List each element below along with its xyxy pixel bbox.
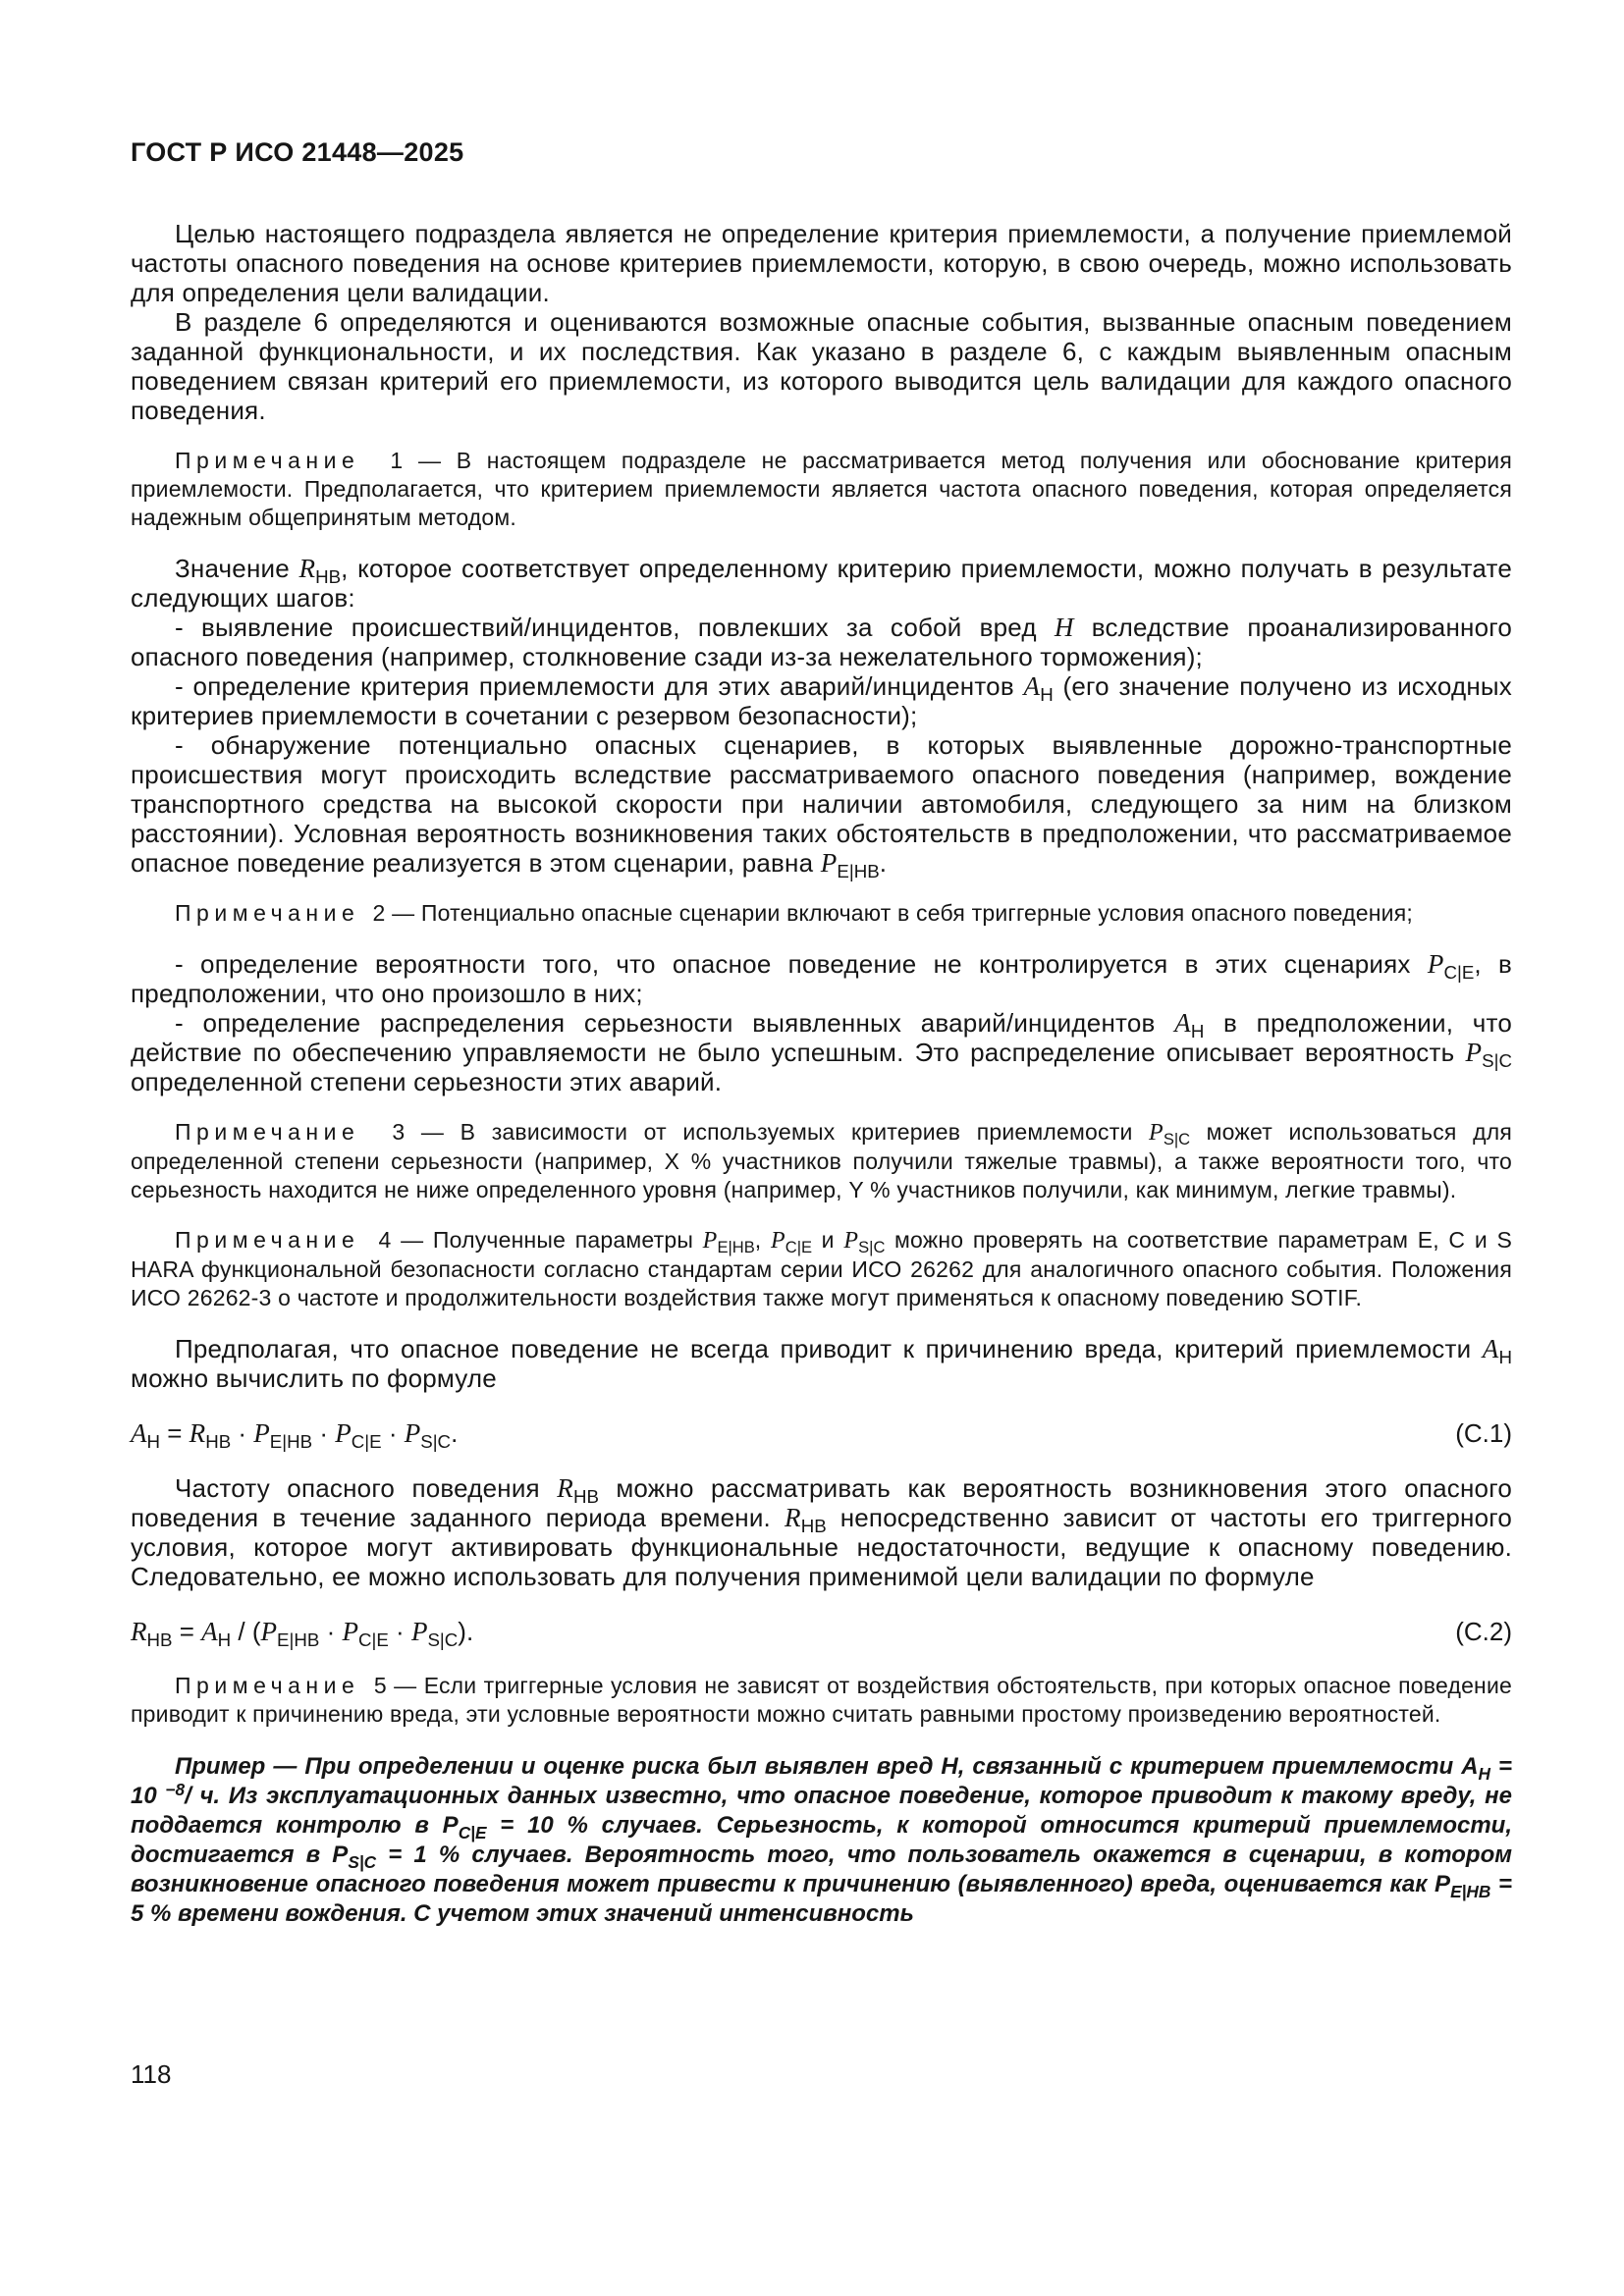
math-sub: C|E <box>357 1629 389 1651</box>
paragraph: В разделе 6 определяются и оцениваются возможные опасные события, вызванные опасным поведением заданной функциональности, и их последствия. Как указано в разделе 6, с каждым выявленным опасным поведением связан критерий его приемлемости, из которого выводится цель валидации для каждого опасного поведения. <box>131 307 1512 425</box>
math-var: P <box>1149 1120 1164 1146</box>
formula-body: $R_{НВ} = A_H / (P_{E|HB} \cdot P_{C|E} \cdot P_{S|C})$. <box>131 1617 474 1651</box>
math-var: R <box>189 1418 206 1448</box>
math-sub: H <box>1190 1021 1205 1042</box>
formula <box>131 1617 1512 1651</box>
list-item: - обнаружение потенциально опасных сценариев, в которых выявленные дорожно-транспортные происшествия могут происходить вследствие рассматриваемого опасного поведения (например, вождение транспортного средства на высокой скорости при наличии автомобиля, следующего за ним на близком расстоянии). Условная вероятность возникновения таких обстоятельств в предположении, что рассматриваемое опасное поведение реализуется в этом сценарии, равна $P_{E|HB}$. <box>131 730 1512 882</box>
document-content <box>131 219 1512 1929</box>
math-sub: H <box>146 1431 161 1453</box>
math-sub: H <box>1498 1347 1512 1368</box>
page-number: 118 <box>131 2059 172 2089</box>
math-var: A <box>1174 1008 1191 1038</box>
math-sub: НВ <box>572 1486 599 1508</box>
formula <box>131 1418 1512 1453</box>
math-sub: S|C <box>420 1431 452 1453</box>
note-label: Примечание <box>175 1673 360 1698</box>
math-sub: E|HB <box>837 861 880 882</box>
math-sub: S|C <box>1482 1050 1512 1072</box>
note: Примечание 1 — В настоящем подразделе не рассматривается метод получения или обоснование критерия приемлемости. Предполагается, что критерием приемлемости является частота опасного поведения, которая определяется надежным общепринятым методом. <box>131 448 1512 530</box>
note-label: Примечание <box>175 448 360 473</box>
paragraph: Частоту опасного поведения $R_{НВ}$ можно рассматривать как вероятность возникновения этого опасного поведения в течение заданного периода времени. $R_{НВ}$ непосредственно зависит от частоты его триггерного условия, которое могут активировать функциональные недостаточности, ведущие к опасному поведению. Следовательно, ее можно использовать для получения применимой цели валидации по формуле <box>131 1473 1512 1591</box>
math-var: P <box>332 1842 349 1868</box>
math-sub: НВ <box>315 566 342 588</box>
formula-number: (С.1) <box>1455 1418 1512 1448</box>
math-var: P <box>770 1228 785 1254</box>
math-var: R <box>784 1503 801 1532</box>
math-var: P <box>1465 1038 1483 1067</box>
formula-body: $A_H = R_{НВ} \cdot P_{E|HB} \cdot P_{C|E} \cdot P_{S|C}$. <box>131 1418 459 1453</box>
math-var: P <box>1427 949 1444 979</box>
note: Примечание 3 — В зависимости от используемых критериев приемлемости $P_{S|C}$ может использоваться для определенной степени серьезности (например, X % участников получили тяжелые травмы), а также вероятности того, что серьезность находится не ниже определенного уровня (например, Y % участников получили, как минимум, легкие травмы). <box>131 1119 1512 1202</box>
note-label: Примечание <box>175 1119 360 1145</box>
math-sub: E|HB <box>1450 1881 1491 1901</box>
math-var: P <box>843 1228 859 1254</box>
math-var: P <box>702 1228 718 1254</box>
math-sub: H <box>217 1629 232 1651</box>
math-var: A <box>131 1418 147 1448</box>
note-label: Примечание <box>175 1227 360 1253</box>
note: Примечание 2 — Потенциально опасные сценарии включают в себя триггерные условия опасного поведения; <box>175 900 1413 926</box>
math-var: A <box>201 1617 218 1646</box>
page-header: ГОСТ Р ИСО 21448—2025 <box>131 137 464 167</box>
math-var: R <box>557 1473 573 1503</box>
math-sub: НВ <box>146 1629 173 1651</box>
math-var: R <box>131 1617 147 1646</box>
note: Примечание 4 — Полученные параметры $P_{E|HB}$, $P_{C|E}$ и $P_{S|C}$ можно проверять на соответствие параметрам E, C и S HARA функциональной безопасности согласно стандартам серии ИСО 26262 для аналогичного опасного события. Положения ИСО 26262-3 о частоте и продолжительности воздействия также могут применяться к опасному поведению SOTIF. <box>131 1227 1512 1310</box>
math-sub: S|C <box>348 1851 377 1872</box>
math-var: P <box>442 1812 459 1839</box>
math-sup: −8 <box>165 1780 186 1800</box>
paragraph: Предполагая, что опасное поведение не всегда приводит к причинению вреда, критерий приемлемости $A_H$ можно вычислить по формуле <box>131 1334 1512 1393</box>
math-var: A <box>1482 1334 1499 1363</box>
math-var: H <box>941 1753 958 1780</box>
note-label: Примечание <box>175 900 360 926</box>
note: Примечание 5 — Если триггерные условия не зависят от воздействия обстоятельств, при которых опасное поведение приводит к причинению вреда, эти условные вероятности можно считать равными простому произведению вероятностей. <box>131 1673 1512 1727</box>
math-var: P <box>1435 1871 1451 1897</box>
math-var: P <box>253 1418 270 1448</box>
list-item: - определение вероятности того, что опасное поведение не контролируется в этих сценариях $P_{C|E}$, в предположении, что оно произошло в них; <box>131 949 1512 1008</box>
formula-number: (С.2) <box>1455 1617 1512 1646</box>
math-sub: НВ <box>205 1431 232 1453</box>
math-sub: S|C <box>1163 1130 1191 1149</box>
math-sub: C|E <box>785 1238 813 1257</box>
math-sub: НВ <box>800 1516 827 1537</box>
math-var: P <box>404 1418 421 1448</box>
math-sub: E|HB <box>277 1629 320 1651</box>
math-sub: C|E <box>351 1431 382 1453</box>
math-var: P <box>820 848 838 878</box>
math-sub: C|E <box>458 1822 487 1842</box>
math-sub: H <box>1040 684 1054 706</box>
math-sub: E|HB <box>717 1238 755 1257</box>
math-var: R <box>298 554 316 583</box>
list-item: - определение критерия приемлемости для этих аварий/инцидентов $A_H$ (его значение получено из исходных критериев приемлемости в сочетании с резервом безопасности); <box>131 671 1513 730</box>
example: Пример — При определении и оценке риска был выявлен вред H, связанный с критерием приемлемости $A_H = 10$ $^{-8}$/ ч. Из эксплуатационных данных известно, что опасное поведение, которое приводит к такому вреду, не поддается контролю в $P_{C|E} = 10$ % случаев. Серьезность, к которой относится критерий приемлемости, достигается в $P_{S|C} = 1$ % случаев. Вероятность того, что пользователь окажется в сценарии, в котором возникновение опасного поведения может привести к причинению (выявленного) вреда, оценивается как $P_{E|HB} = 5$ % времени вождения. С учетом этих значений интенсивность <box>131 1753 1513 1927</box>
math-var: P <box>342 1617 358 1646</box>
list-item: - определение распределения серьезности выявленных аварий/инцидентов $A_H$ в предположении, что действие по обеспечению управляемости не было успешным. Это распределение описывает вероятность $P_{S|C}$ определенной степени серьезности этих аварий. <box>131 1008 1513 1096</box>
math-var: A <box>1461 1753 1479 1780</box>
paragraph: Целью настоящего подраздела является не определение критерия приемлемости, а получение приемлемой частоты опасного поведения на основе критериев приемлемости, которую, в свою очередь, можно использовать для определения цели валидации. <box>131 219 1512 307</box>
math-var: A <box>1023 671 1041 701</box>
math-var: P <box>335 1418 352 1448</box>
math-sub: H <box>1478 1763 1490 1784</box>
math-var: P <box>410 1617 428 1646</box>
math-sub: C|E <box>1443 962 1475 984</box>
math-sub: S|C <box>858 1238 886 1257</box>
math-var: H <box>1054 613 1074 642</box>
math-sub: S|C <box>427 1629 459 1651</box>
paragraph: Значение $R_{НВ}$, которое соответствует определенному критерию приемлемости, можно получать в результате следующих шагов: <box>131 554 1512 613</box>
list-item: - выявление происшествий/инцидентов, повлекших за собой вред H вследствие проанализированного опасного поведения (например, столкновение сзади из-за нежелательного торможения); <box>131 613 1512 671</box>
math-sub: E|HB <box>269 1431 313 1453</box>
math-var: P <box>260 1617 278 1646</box>
